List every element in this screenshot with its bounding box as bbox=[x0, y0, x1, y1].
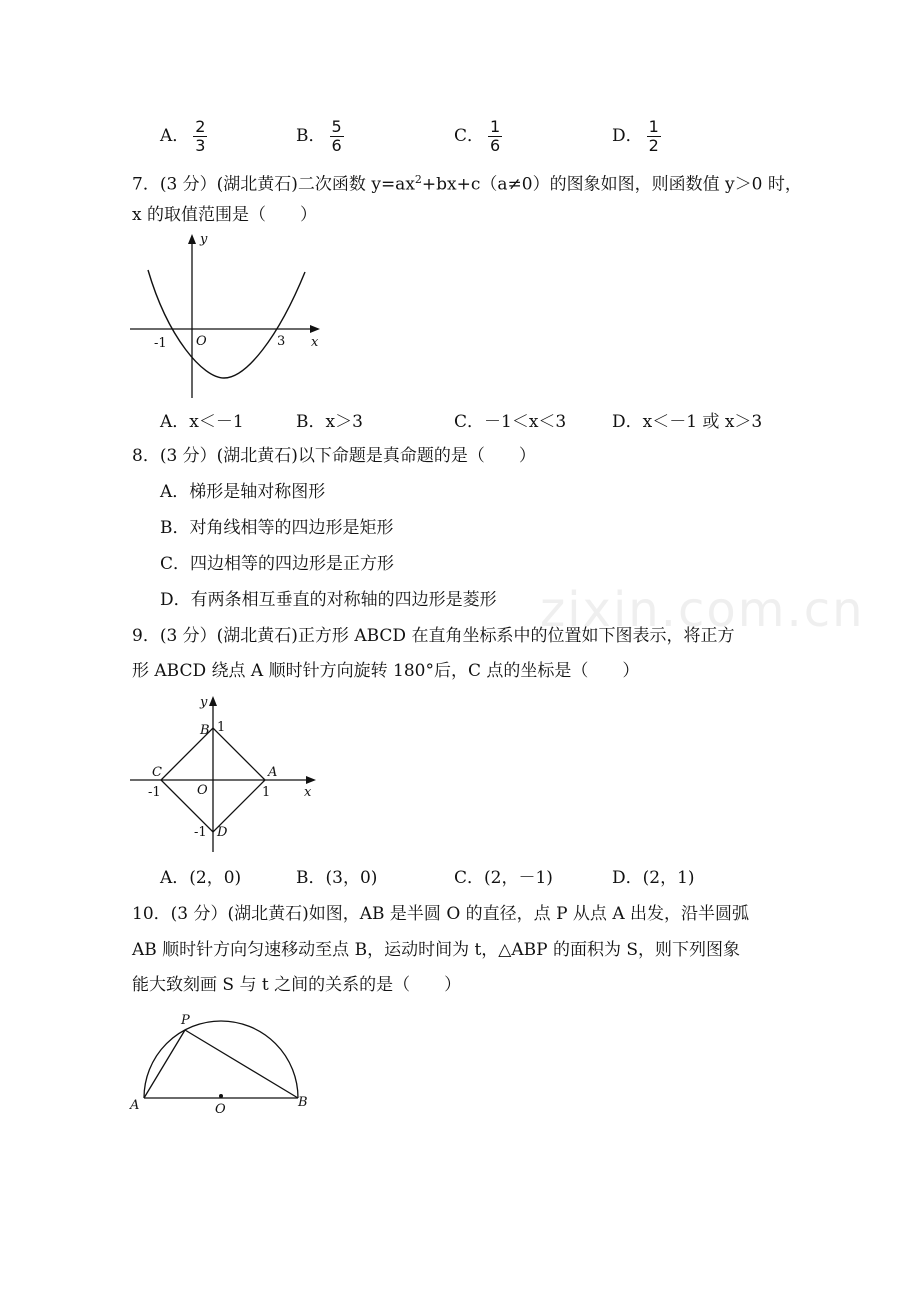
q10-stem-line2: AB 顺时针方向匀速移动至点 B，运动时间为 t，△ABP 的面积为 S，则下列图象 bbox=[132, 940, 741, 960]
q7-option-b: B．x＞3 bbox=[296, 412, 363, 432]
q7-option-c: C．－1＜x＜3 bbox=[454, 412, 567, 432]
q10-chord-ap bbox=[144, 1030, 185, 1098]
q9-point-a-label: A bbox=[268, 765, 278, 780]
q6-option-c: C． $\frac{1}{6}$ bbox=[454, 117, 501, 155]
q7-origin-label: O bbox=[196, 334, 207, 349]
q10-point-o-label: O bbox=[215, 1102, 226, 1117]
q9-neg1-x-label: -1 bbox=[148, 785, 161, 800]
q9-option-d: D．(2，1) bbox=[612, 868, 695, 888]
q8-option-a: A．梯形是轴对称图形 bbox=[160, 482, 326, 502]
q8-stem: 8．(3 分）(湖北黄石)以下命题是真命题的是（ ） bbox=[132, 446, 536, 466]
q9-point-d-label: D bbox=[217, 825, 228, 840]
q9-option-a: A．(2，0) bbox=[160, 868, 242, 888]
q10-point-b-label: B bbox=[298, 1095, 308, 1110]
q8-option-b: B．对角线相等的四边形是矩形 bbox=[160, 518, 394, 538]
q9-option-c: C．(2，－1) bbox=[454, 868, 553, 888]
q9-neg1-y-label: -1 bbox=[194, 825, 207, 840]
q9-y-arrow bbox=[209, 696, 217, 706]
q7-y-arrow bbox=[188, 234, 196, 244]
q9-point-c-label: C bbox=[152, 765, 162, 780]
q7-parabola-curve bbox=[148, 270, 305, 378]
q7-three-label: 3 bbox=[277, 334, 286, 349]
q9-y-label: y bbox=[200, 695, 208, 710]
q10-chord-pb bbox=[185, 1030, 298, 1098]
q10-point-p-label: P bbox=[181, 1013, 190, 1028]
q9-origin-label: O bbox=[197, 783, 208, 798]
q9-square-figure bbox=[128, 690, 328, 855]
q6-option-a: A． $\frac{2}{3}$ bbox=[160, 117, 206, 155]
q7-y-label: y bbox=[200, 232, 208, 247]
q10-stem-line3: 能大致刻画 S 与 t 之间的关系的是（ ） bbox=[132, 975, 462, 995]
q8-option-d: D．有两条相互垂直的对称轴的四边形是菱形 bbox=[160, 590, 497, 610]
q7-neg1-label: -1 bbox=[154, 336, 167, 351]
q9-x-label: x bbox=[304, 785, 312, 800]
watermark: zixin.com.cn bbox=[540, 582, 865, 638]
q9-one-y-label: 1 bbox=[217, 720, 226, 735]
q9-x-arrow bbox=[306, 776, 316, 784]
q10-stem-line1: 10．(3 分）(湖北黄石)如图，AB 是半圆 O 的直径，点 P 从点 A 出发，沿半圆弧 bbox=[132, 904, 749, 924]
q7-option-d: D．x＜－1 或 x＞3 bbox=[612, 412, 763, 432]
q7-x-label: x bbox=[311, 335, 319, 350]
q9-one-x-label: 1 bbox=[262, 785, 271, 800]
q8-option-c: C．四边相等的四边形是正方形 bbox=[160, 554, 395, 574]
q9-option-b: B．(3，0) bbox=[296, 868, 378, 888]
q7-option-a: A．x＜－1 bbox=[160, 412, 244, 432]
q7-stem-line2: x 的取值范围是（ ） bbox=[132, 205, 317, 225]
q10-semicircle-figure bbox=[126, 1006, 326, 1126]
q7-stem-line1: 7．(3 分）(湖北黄石)二次函数 $y=ax^2+bx+c(a\ne 0)$的图象如图，则函数值 y＞0 时， bbox=[132, 173, 802, 195]
q10-point-a-label: A bbox=[130, 1098, 140, 1113]
q7-parabola-figure bbox=[128, 228, 328, 403]
q7-x-arrow bbox=[310, 325, 320, 333]
q9-stem-line1: 9．(3 分）(湖北黄石)正方形 ABCD 在直角坐标系中的位置如下图表示，将正方 bbox=[132, 626, 735, 646]
q9-point-b-label: B bbox=[200, 723, 210, 738]
q10-center-point bbox=[219, 1094, 223, 1098]
q9-stem-line2: 形 ABCD 绕点 A 顺时针方向旋转 180°后，C 点的坐标是（ ） bbox=[132, 661, 640, 681]
q6-option-d: D． $\frac{1}{2}$ bbox=[612, 117, 659, 155]
q6-option-b: B． $\frac{5}{6}$ bbox=[296, 117, 342, 155]
